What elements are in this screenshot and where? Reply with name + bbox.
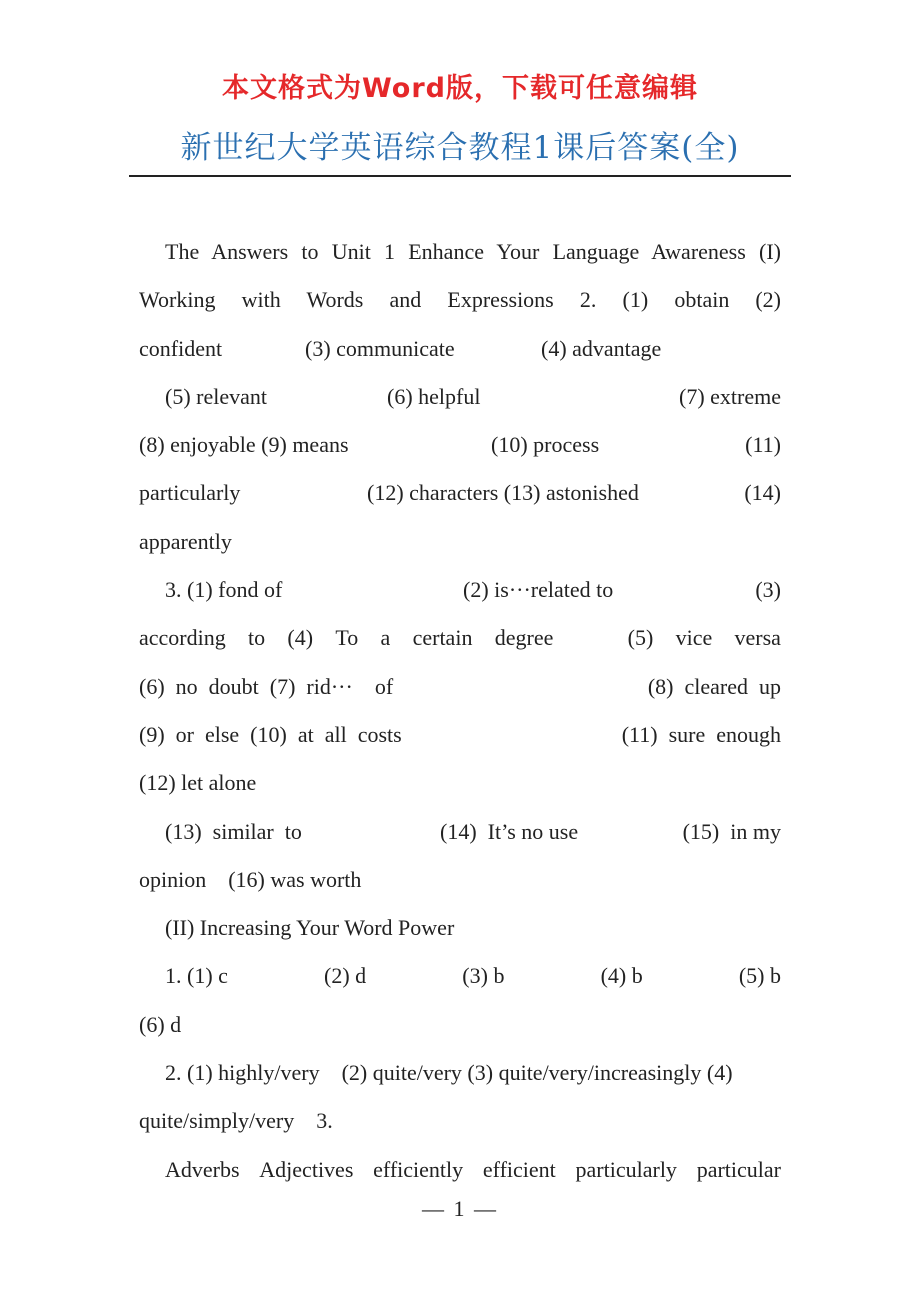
- answer-item: (8) enjoyable (9) means: [139, 432, 349, 458]
- answer-line: [139, 421, 781, 469]
- answer-item: (4) b: [600, 963, 643, 989]
- answer-item: particularly: [139, 480, 241, 506]
- intro-paragraph: [139, 228, 781, 325]
- answer-item: (3) b: [462, 963, 505, 989]
- answer-item: (6) no doubt (7) rid··· of: [139, 673, 394, 699]
- answer-line: [139, 614, 781, 662]
- answer-item: opinion (16) was worth: [139, 866, 362, 892]
- answer-line: [139, 663, 781, 711]
- answer-item: (3): [755, 577, 781, 603]
- answer-item: (11): [745, 432, 781, 458]
- answer-item: (14): [744, 480, 781, 506]
- answer-line: [139, 952, 781, 1000]
- answer-line: [139, 518, 781, 566]
- title-divider: [129, 175, 791, 177]
- answer-word: certain: [412, 625, 473, 651]
- answer-word: Adjectives: [259, 1156, 354, 1182]
- answer-word: vice: [675, 625, 713, 651]
- answer-word: (4): [287, 625, 314, 651]
- section-heading: [139, 904, 781, 952]
- answer-item: (15) in my: [682, 818, 781, 844]
- answer-word: efficiently: [373, 1156, 464, 1182]
- answer-line: [139, 325, 781, 373]
- answer-word: degree: [494, 625, 554, 651]
- answer-item: (12) characters (13) astonished: [367, 480, 639, 506]
- answer-line: [139, 469, 781, 517]
- page-number: — 1 —: [422, 1196, 498, 1221]
- answer-line: [139, 566, 781, 614]
- answer-item: (2) d: [324, 963, 367, 989]
- section-heading-text: (II) Increasing Your Word Power: [165, 915, 455, 941]
- answer-item: (12) let alone: [139, 770, 257, 796]
- answer-line: [139, 808, 781, 856]
- answer-item: (6) d: [139, 1011, 182, 1037]
- answer-line: [139, 1049, 787, 1097]
- answer-item: 2. (1) highly/very (2) quite/very (3) quite/very/increasingly (4): [165, 1060, 733, 1086]
- answer-item: (8) cleared up: [647, 673, 781, 699]
- answer-line: [139, 1097, 781, 1145]
- answer-item: (2) is···related to: [463, 577, 614, 603]
- answer-word: To: [335, 625, 359, 651]
- answer-word: (5): [627, 625, 654, 651]
- answer-item: (10) process: [491, 432, 600, 458]
- answer-item: (3) communicate: [305, 335, 455, 361]
- answer-item: (5) b: [738, 963, 781, 989]
- answer-line: [139, 373, 781, 421]
- answer-item: (11) sure enough: [621, 721, 781, 747]
- document-body: [139, 228, 781, 1194]
- answer-word: to: [248, 625, 266, 651]
- answer-line: [139, 1001, 781, 1049]
- answer-word: Adverbs: [165, 1156, 240, 1182]
- answer-item: (7) extreme: [679, 383, 781, 409]
- answer-word: versa: [734, 625, 781, 651]
- answer-item: (6) helpful: [387, 383, 481, 409]
- format-notice: 本文格式为Word版，下载可任意编辑: [221, 73, 698, 104]
- answer-line: [139, 711, 781, 759]
- answer-line: [139, 1146, 781, 1194]
- answer-item: quite/simply/very 3.: [139, 1108, 333, 1134]
- answer-item: (4) advantage: [541, 335, 662, 361]
- answer-item: apparently: [139, 528, 232, 554]
- intro-text: The Answers to Unit 1 Enhance Your Language Awareness (I) Working with Words and Expressions 2. (1) obtain: [139, 239, 781, 313]
- answer-item: confident: [139, 335, 223, 361]
- answer-line: [139, 856, 781, 904]
- answer-word: a: [380, 625, 391, 651]
- answer-item: (14) It’s no use: [440, 818, 579, 844]
- answer-line: [139, 759, 781, 807]
- answer-item: 3. (1) fond of: [165, 577, 283, 603]
- answer-item: 1. (1) c: [165, 963, 228, 989]
- answer-word: particular: [696, 1156, 781, 1182]
- document-title: 新世纪大学英语综合教程1课后答案(全): [180, 130, 740, 166]
- answer-item: (5) relevant: [165, 383, 267, 409]
- answer-word: efficient: [482, 1156, 556, 1182]
- answer-word: according: [139, 625, 226, 651]
- answer-item: (13) similar to: [165, 818, 302, 844]
- answer-word: particularly: [575, 1156, 677, 1182]
- answer-item: (9) or else (10) at all costs: [139, 721, 402, 747]
- ex2-item-2-label: (2): [755, 287, 781, 313]
